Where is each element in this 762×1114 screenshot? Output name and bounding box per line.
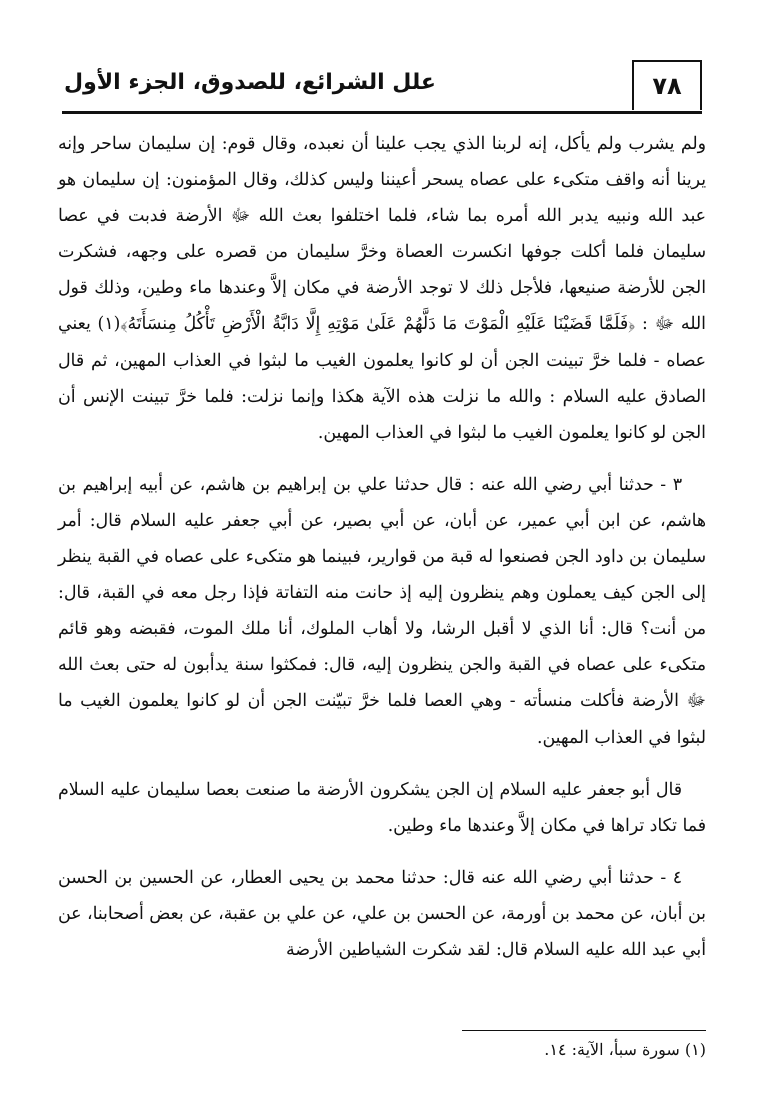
main-text	[58, 126, 706, 968]
paragraph-4: ٤ - حدثنا أبي رضي الله عنه قال: حدثنا محمد بن يحيى العطار، عن الحسين بن الحسن بن أبان، عن محمد بن أورمة، عن الحسن بن علي، عن علي بن عقبة، عن بعض أصحابنا، عن أبي عبد الله عليه السلام قال: لقد شكرت الشياطين الأرضة	[58, 867, 706, 960]
paragraph-3: قال أبو جعفر عليه السلام إن الجن يشكرون الأرضة ما صنعت بعصا سليمان عليه السلام فما تكاد تراها في مكان إلاَّ وعندها ماء وطين.	[58, 779, 706, 836]
page-header	[62, 60, 702, 118]
paragraph-1: ولم يشرب ولم يأكل، إنه لربنا الذي يجب علينا أن نعبده، وقال قوم: إن سليمان ساحر وإنه يرينا أنه واقف متكىء على عصاه يسحر أعيننا وليس كذلك، وقال المؤمنون: إن سليمان هو عبد الله ونبيه يدبر الله أمره بما شاء، فلما اختلفوا بعث الله ﷻ الأرضة فدبت في عصا سليمان فلما أكلت جوفها انكسرت العصاة وخرَّ سليمان من قصره على وجهه، فشكرت الجن للأرضة صنيعها، فلأجل ذلك لا توجد الأرضة في مكان إلاَّ وعندها ماء وطين، وذلك قول الله ﷻ : ﴿فَلَمَّا قَضَيْنَا عَلَيْهِ الْمَوْتَ مَا دَلَّهُمْ عَلَىٰ مَوْتِهِ إِلَّا دَابَّةُ الْأَرْضِ تَأْكُلُ مِنسَأَتَهُ﴾(١) يعني عصاه - فلما خرَّ تبينت الجن أن لو كانوا يعلمون الغيب ما لبثوا في العذاب المهين، ثم قال الصادق عليه السلام : والله ما نزلت هذه الآية هكذا وإنما نزلت: فلما خرَّ تبينت الإنس أن الجن لو كانوا يعلمون الغيب ما لبثوا في العذاب المهين.	[58, 134, 706, 443]
page-number: ٧٨	[652, 72, 682, 100]
paragraph-2: ٣ - حدثنا أبي رضي الله عنه : قال حدثنا علي بن إبراهيم بن هاشم، عن أبيه إبراهيم بن هاشم، عن ابن أبي عمير، عن أبان، عن أبي بصير، عن أبي جعفر عليه السلام قال: أمر سليمان بن داود الجن فصنعوا له قبة من قوارير، فبينما هو متكىء على عصاه في القبة ينظر إلى الجن كيف يعملون وهم ينظرون إليه إذ حانت منه التفاتة فإذا رجل معه في القبة، قال: من أنت؟ قال: أنا الذي لا أقبل الرشا، ولا أهاب الملوك، أنا ملك الموت، فقبضه وهو قائم متكىء على عصاه في القبة والجن ينظرون إليه، قال: فمكثوا سنة يدأبون له حتى بعث الله ﷻ الأرضة فأكلت منسأته - وهي العصا فلما خرَّ تبيّنت الجن أن لو كانوا يعلمون الغيب ما لبثوا في العذاب المهين.	[58, 474, 706, 748]
footnote-rule	[462, 1030, 706, 1031]
header-rule	[62, 111, 702, 114]
running-title: علل الشرائع، للصدوق، الجزء الأول	[64, 70, 436, 95]
page-number-box	[632, 60, 702, 110]
footnote: (١) سورة سبأ، الآية: ١٤.	[544, 1040, 706, 1059]
